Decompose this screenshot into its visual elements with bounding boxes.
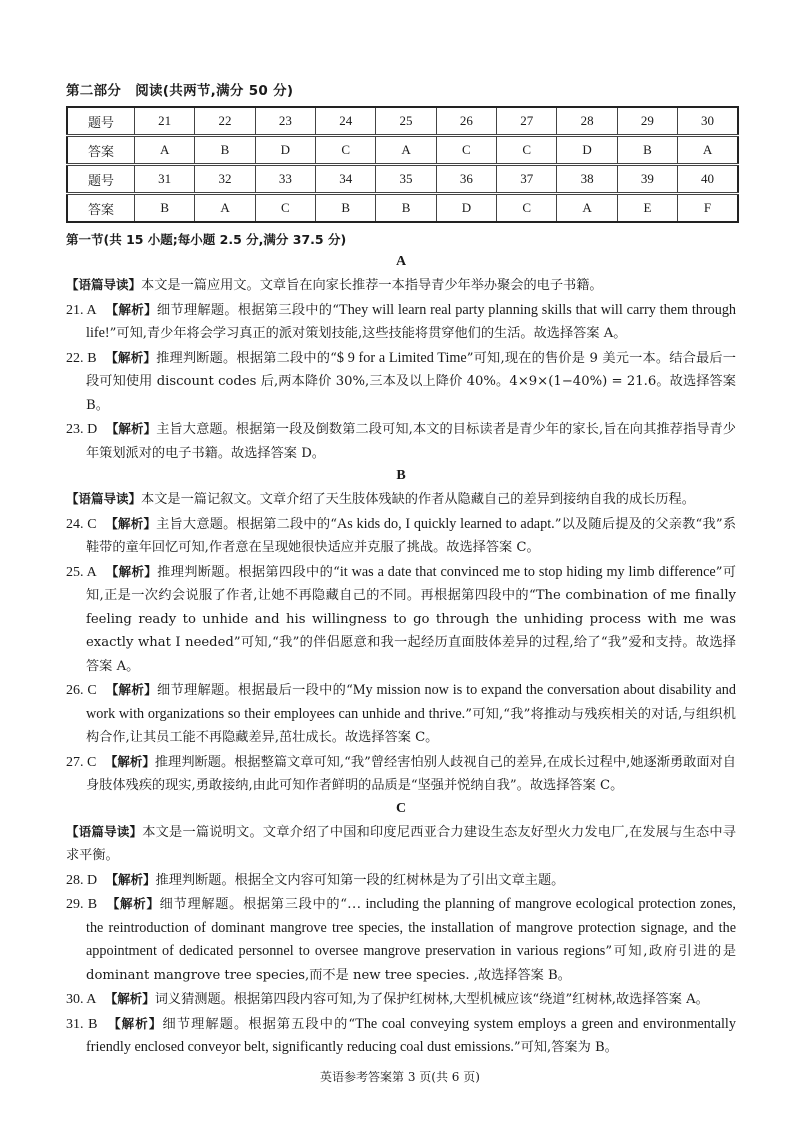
quoted-english: The coal conveying system employs a green and environmentally friendly enclosed conveyor belt, significantly reducing coal dust emissions. xyxy=(86,1015,736,1055)
question-answer-label: 25. A xyxy=(66,564,97,580)
question-number-cell: 34 xyxy=(316,165,376,194)
explanation-text: 细节理解题。根据第三段中的“ xyxy=(159,897,347,912)
guide-tag: 【语篇导读】 xyxy=(66,277,142,292)
passage-guide xyxy=(66,820,736,868)
analysis-tag: 【解析】 xyxy=(105,515,157,531)
answer-explanation xyxy=(66,1012,736,1060)
answer-explanation xyxy=(66,868,736,893)
answer-cell: D xyxy=(255,136,315,165)
passage-letter: B xyxy=(396,468,406,483)
explanation-conclusion: ”可知,政府引进的是 dominant mangrove tree species,而不是 new tree species. ,故选择答案 B。 xyxy=(86,944,737,983)
analysis-tag: 【解析】 xyxy=(105,682,157,697)
answer-cell: D xyxy=(557,136,617,165)
question-answer-label: 22. B xyxy=(66,350,97,366)
question-number-cell: 24 xyxy=(316,107,376,136)
question-number-cell: 32 xyxy=(195,165,255,194)
explanation-conclusion: ”可知,“我”将推动与残疾相关的对话,与组织机构合作,让其员工能不再隐藏差异,茁壮成长。故选择答案 C。 xyxy=(86,706,736,745)
question-number-cell: 39 xyxy=(617,165,677,194)
part-subtitle: 阅读(共两节,满分 50 分) xyxy=(135,83,294,99)
quoted-english: $ 9 for a Limited Time xyxy=(336,349,467,366)
analysis-tag: 【解析】 xyxy=(105,563,158,579)
guide-text: 本文是一篇应用文。文章旨在向家长推荐一本指导青少年举办聚会的电子书籍。 xyxy=(141,278,603,293)
answer-cell: B xyxy=(195,136,255,165)
analysis-tag: 【解析】 xyxy=(106,896,160,911)
answer-cell: C xyxy=(497,194,557,223)
quoted-english: it was a date that convinced me to stop hiding my limb difference xyxy=(339,563,716,580)
explanation-text: 词义猜测题。根据第四段内容可知,为了保护红树林,大型机械应该“绕道”红树林,故选择答案 A。 xyxy=(154,992,709,1007)
passage-section xyxy=(66,798,736,1060)
question-answer-label: 23. D xyxy=(66,422,98,437)
analysis-tag: 【解析】 xyxy=(105,349,157,365)
question-answer-label: 24. C xyxy=(66,516,97,532)
answer-cell: B xyxy=(617,136,677,165)
answer-explanation xyxy=(66,512,736,560)
answer-explanation xyxy=(66,678,736,750)
explanation-text: 主旨大意题。根据第一段及倒数第二段可知,本文的目标读者是青少年的家长,旨在向其推荐指导青少年策划派对的电子书籍。故选择答案 D。 xyxy=(86,422,736,461)
quoted-english: They will learn real party planning skills that will carry them through life! xyxy=(86,301,737,341)
answer-cell: D xyxy=(436,194,496,223)
answer-cell: C xyxy=(316,136,376,165)
question-answer-label: 26. C xyxy=(66,683,97,698)
answer-explanation xyxy=(66,560,736,679)
analysis-tag: 【解析】 xyxy=(104,753,155,769)
question-answer-label: 21. A xyxy=(66,302,97,318)
question-number-cell: 28 xyxy=(557,107,617,136)
answer-cell: E xyxy=(617,194,677,223)
analysis-tag: 【解析】 xyxy=(105,421,157,436)
passages-container xyxy=(66,251,736,1060)
answer-cell: B xyxy=(376,194,436,223)
question-number-cell: 33 xyxy=(255,165,315,194)
answer-row xyxy=(67,136,738,165)
question-answer-label: 29. B xyxy=(66,897,98,912)
question-number-cell: 27 xyxy=(497,107,557,136)
answer-cell: B xyxy=(316,194,376,223)
row-label-answer: 答案 xyxy=(67,194,135,223)
guide-text: 本文是一篇说明文。文章介绍了中国和印度尼西亚合力建设生态友好型火力发电厂,在发展与生态中寻求平衡。 xyxy=(66,824,736,863)
question-answer-label: 27. C xyxy=(66,754,97,770)
answer-explanation xyxy=(66,892,736,987)
section-title: 第一节(共 15 小题;每小题 2.5 分,满分 37.5 分) xyxy=(66,232,347,247)
passage-letter: A xyxy=(395,254,407,269)
answer-explanation xyxy=(66,346,736,418)
question-number-cell: 38 xyxy=(557,165,617,194)
row-label-question: 题号 xyxy=(67,165,135,194)
explanation-conclusion: ”可知,答案为 B。 xyxy=(513,1040,618,1055)
explanation-text: 推理判断题。根据全文内容可知第一段的红树林是为了引出文章主题。 xyxy=(155,872,565,888)
explanation-text: 推理判断题。根据第二段中的“ xyxy=(156,350,337,366)
passage-letter: C xyxy=(395,800,407,816)
explanation-text: 细节理解题。根据第三段中的“ xyxy=(156,302,340,318)
question-number-cell: 23 xyxy=(255,107,315,136)
question-number-cell: 31 xyxy=(135,165,195,194)
explanation-text: 细节理解题。根据最后一段中的“ xyxy=(157,683,353,698)
question-number-row xyxy=(67,165,738,194)
passage-section xyxy=(66,465,736,798)
question-answer-label: 31. B xyxy=(66,1016,98,1032)
explanation-text: 主旨大意题。根据第二段中的“ xyxy=(156,516,337,532)
explanation-text: 推理判断题。根据整篇文章可知,“我”曾经害怕别人歧视自己的差异,在成长过程中,她逐渐勇敢面对自身肢体残疾的现实,勇敢接纳,由此可知作者鲜明的品质是“坚强并悦纳自我”。故选择答案 C。 xyxy=(86,754,736,793)
question-number-cell: 21 xyxy=(135,107,195,136)
explanation-conclusion: ”可知,现在的售价是 9 美元一本。结合最后一段可知使用 discount codes 后,两本降价 30%,三本及以上降价 40%。4×9×(1−40%) = 21.6。故选择答案 B。 xyxy=(86,350,736,413)
quoted-english: As kids do, I quickly learned to adapt. xyxy=(336,515,555,532)
passage-guide xyxy=(66,487,736,512)
question-number-cell: 30 xyxy=(678,107,738,136)
row-label-answer: 答案 xyxy=(67,136,135,165)
question-answer-label: 28. D xyxy=(66,872,98,888)
answer-cell: C xyxy=(255,194,315,223)
explanation-text: 推理判断题。根据第四段中的“ xyxy=(157,564,340,580)
answer-table xyxy=(66,106,739,223)
answer-cell: A xyxy=(195,194,255,223)
analysis-tag: 【解析】 xyxy=(108,1015,163,1031)
analysis-tag: 【解析】 xyxy=(105,301,157,317)
page-footer: 英语参考答案第 3 页(共 6 页) xyxy=(320,1070,480,1084)
answer-cell: A xyxy=(135,136,195,165)
answer-cell: C xyxy=(497,136,557,165)
question-number-cell: 25 xyxy=(376,107,436,136)
answer-explanation xyxy=(66,750,736,798)
explanation-conclusion: ”以及随后提及的父亲教“我”系鞋带的童年回忆可知,作者意在呈现她很快适应并克服了挑战。故选择答案 C。 xyxy=(86,516,737,555)
answer-cell: A xyxy=(376,136,436,165)
answer-explanation xyxy=(66,987,736,1012)
quoted-english: My mission now is to expand the conversation about disability and work with organizations so their employees can unhide and thrive. xyxy=(86,682,736,722)
question-number-cell: 37 xyxy=(497,165,557,194)
guide-tag: 【语篇导读】 xyxy=(66,823,143,839)
question-answer-label: 30. A xyxy=(66,992,97,1007)
answer-cell: A xyxy=(557,194,617,223)
answer-cell: F xyxy=(678,194,738,223)
answer-cell: B xyxy=(135,194,195,223)
question-number-cell: 40 xyxy=(678,165,738,194)
question-number-row xyxy=(67,107,738,136)
part-heading xyxy=(66,80,736,102)
question-number-cell: 35 xyxy=(376,165,436,194)
row-label-question: 题号 xyxy=(67,107,135,136)
passage-section xyxy=(66,251,736,465)
answer-row xyxy=(67,194,738,223)
answer-key-page xyxy=(66,80,736,1060)
answer-cell: A xyxy=(678,136,738,165)
analysis-tag: 【解析】 xyxy=(105,871,156,887)
explanation-conclusion: ”可知,青少年将会学习真正的派对策划技能,这些技能将贯穿他们的生活。故选择答案 A。 xyxy=(109,326,627,341)
guide-tag: 【语篇导读】 xyxy=(66,491,142,506)
explanation-conclusion: ”可知,正是一次约会说服了作者,让她不再隐藏自己的不同。再根据第四段中的“The combination of me finally feeling ready to unhide and his willingness to go through the unhiding process with me was exactly what I needed”可知,“我”的伴侣愿意和我一起经历直面肢体差异的过程,给了“我”爱和支持。故选择答案 A。 xyxy=(86,564,736,674)
part-title: 第二部分 xyxy=(66,83,122,99)
quoted-english: … including the planning of mangrove ecological protection zones, the reintroduction of dominant mangrove tree species, the installation of mangrove protection signage, and the appointment of dedicated personnel to oversee mangrove preservation in various regions xyxy=(86,896,736,959)
question-number-cell: 29 xyxy=(617,107,677,136)
question-number-cell: 36 xyxy=(436,165,496,194)
question-number-cell: 22 xyxy=(195,107,255,136)
answer-explanation xyxy=(66,417,736,465)
answer-explanation xyxy=(66,298,736,346)
guide-text: 本文是一篇记叙文。文章介绍了天生肢体残缺的作者从隐藏自己的差异到接纳自我的成长历程。 xyxy=(141,492,695,507)
explanation-text: 细节理解题。根据第五段中的“ xyxy=(162,1016,356,1032)
answer-cell: C xyxy=(436,136,496,165)
question-number-cell: 26 xyxy=(436,107,496,136)
passage-guide xyxy=(66,273,736,298)
analysis-tag: 【解析】 xyxy=(104,991,155,1006)
